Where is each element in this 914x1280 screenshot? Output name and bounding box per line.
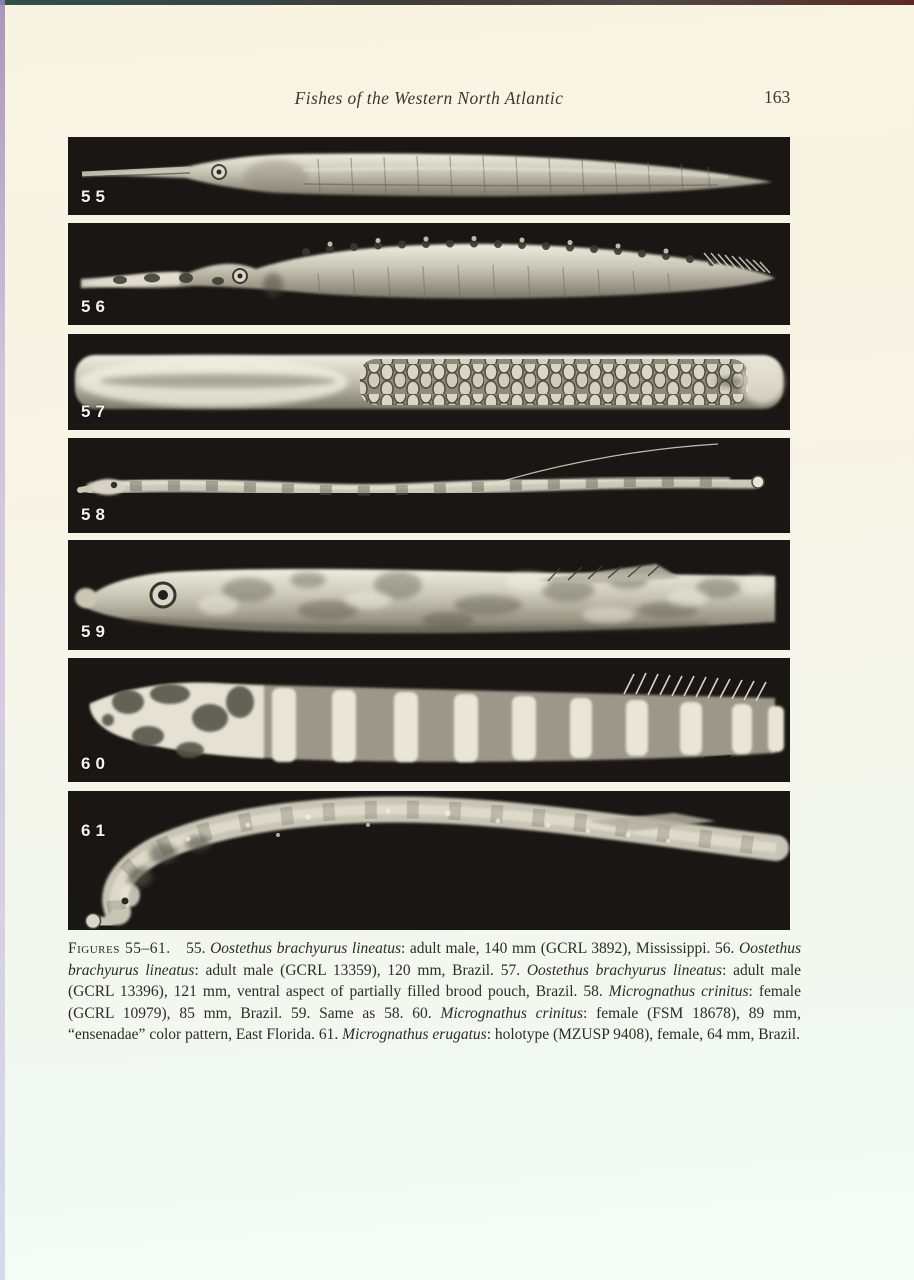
- figure-panel-61: [68, 791, 790, 930]
- figure-panel-59: [68, 540, 790, 650]
- caption-segment: 55.: [170, 940, 211, 957]
- egg-mass: [360, 359, 748, 405]
- caption-segment: : adult male (GCRL 13396), 121 mm, ventral aspect of partially filled brood pouch, Brazil. 58.: [68, 961, 802, 1001]
- specimen-photo-61-curved-pipefish: [68, 791, 790, 930]
- figure-number-label: 61: [81, 821, 110, 840]
- figure-number-label: 58: [81, 505, 110, 524]
- caption-segment: : female (FSM 18678), 89 mm, “ensenadae” color pattern, East Florida. 61.: [68, 1004, 801, 1044]
- figure-caption: [68, 938, 801, 1046]
- figure-number-label: 56: [81, 297, 110, 316]
- caption-segment: Micrognathus crinitus: [608, 983, 749, 1001]
- specimen-photo-59-pipefish-closeup: [68, 540, 790, 650]
- eye: [122, 898, 129, 905]
- tail-tip: [752, 476, 764, 488]
- page-number: 163: [764, 87, 791, 107]
- specimen-photo-57-brood-pouch-ventral: [68, 334, 790, 430]
- figure-panel-56: [68, 223, 790, 325]
- caption-segment: Micrognathus erugatus: [342, 1026, 487, 1044]
- caption-segment: Oostethus brachyurus: [68, 940, 802, 979]
- caption-segment: : holotype (MZUSP 9408), female, 64 mm, Brazil.: [486, 1026, 800, 1044]
- figure-panel-57: [68, 334, 790, 430]
- snout: [75, 588, 97, 608]
- specimen-photo-56-pipefish-arched: [68, 223, 790, 325]
- figure-panel-60: [68, 658, 790, 782]
- caption-segment: Oostethus brachyurus lineatus: [526, 961, 723, 979]
- scan-edge-top: [0, 0, 914, 5]
- caption-segment: Figures 55–61.: [68, 940, 171, 957]
- specimen-photo-58-slender-pipefish: [68, 438, 790, 533]
- caption-segment: : female (GCRL 10979), 85 mm, Brazil. 59. Same as 58. 60.: [68, 983, 801, 1022]
- figure-number-label: 60: [81, 754, 110, 773]
- caption-segment: Micrognathus crinitus: [440, 1004, 584, 1022]
- figure-number-label: 59: [81, 622, 110, 641]
- caption-segment: lineatus: [145, 961, 195, 979]
- caption-segment: Oostethus brachyurus lineatus: [210, 940, 402, 957]
- figure-panel-55: [68, 137, 790, 215]
- specimen-photo-60-banded-pipefish: [68, 658, 790, 782]
- scan-edge-left: [0, 0, 5, 1280]
- figure-number-label: 55: [81, 187, 110, 206]
- caption-segment: : adult male, 140 mm (GCRL 3892), Mississippi. 56.: [401, 940, 740, 957]
- caption-segment: : adult male (GCRL 13359), 120 mm, Brazil. 57.: [194, 961, 527, 979]
- figure-number-label: 57: [81, 402, 110, 421]
- specimen-photo-55-pipefish-lateral: [68, 137, 790, 215]
- running-head-title: Fishes of the Western North Atlantic: [294, 88, 564, 108]
- figure-panel-58: [68, 438, 790, 533]
